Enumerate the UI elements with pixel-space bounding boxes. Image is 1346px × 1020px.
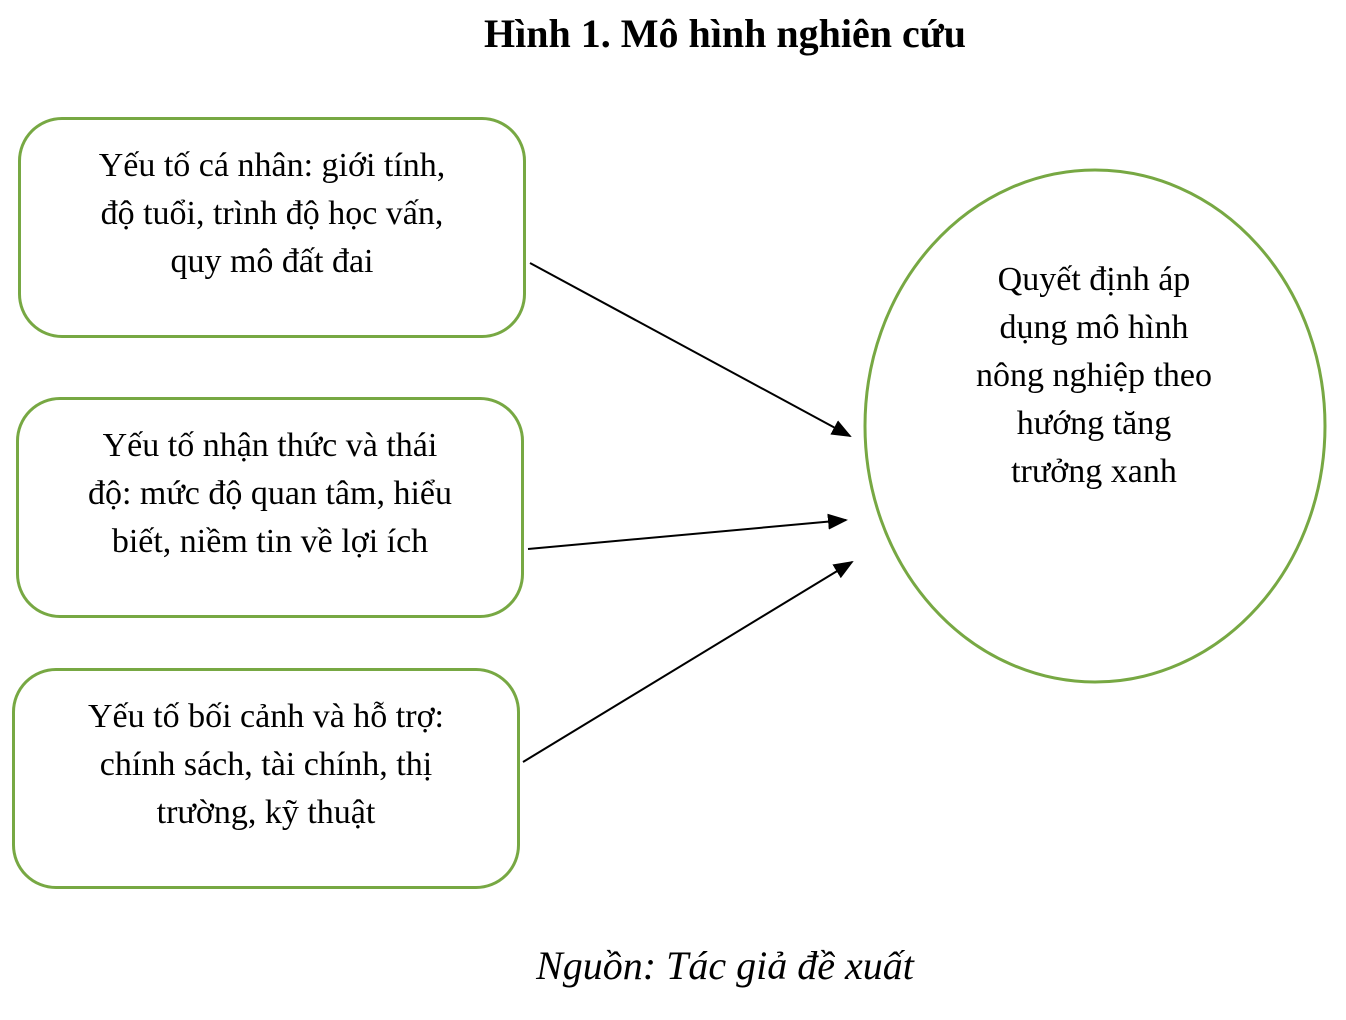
arrow-personal-to-outcome — [530, 263, 850, 436]
factor-text-perception: Yếu tố nhận thức và thái độ: mức độ quan tâm, hiểu biết, niềm tin về lợi ích — [87, 427, 453, 560]
figure-caption: Nguồn: Tác giả đề xuất — [536, 943, 914, 988]
outcome-text: Quyết định áp dụng mô hình nông nghiệp theo hướng tăng trưởng xanh — [975, 261, 1213, 490]
factor-box-personal — [18, 117, 526, 338]
factor-text-personal: Yếu tố cá nhân: giới tính, độ tuổi, trình độ học vấn, quy mô đất đai — [98, 147, 446, 280]
arrow-perception-to-outcome — [528, 520, 846, 549]
factor-text-context: Yếu tố bối cảnh và hỗ trợ: chính sách, tài chính, thị trường, kỹ thuật — [87, 698, 444, 831]
factor-box-perception — [16, 397, 524, 618]
figure-title: Hình 1. Mô hình nghiên cứu — [484, 11, 966, 56]
arrow-context-to-outcome — [523, 562, 852, 762]
factor-box-context — [12, 668, 520, 889]
